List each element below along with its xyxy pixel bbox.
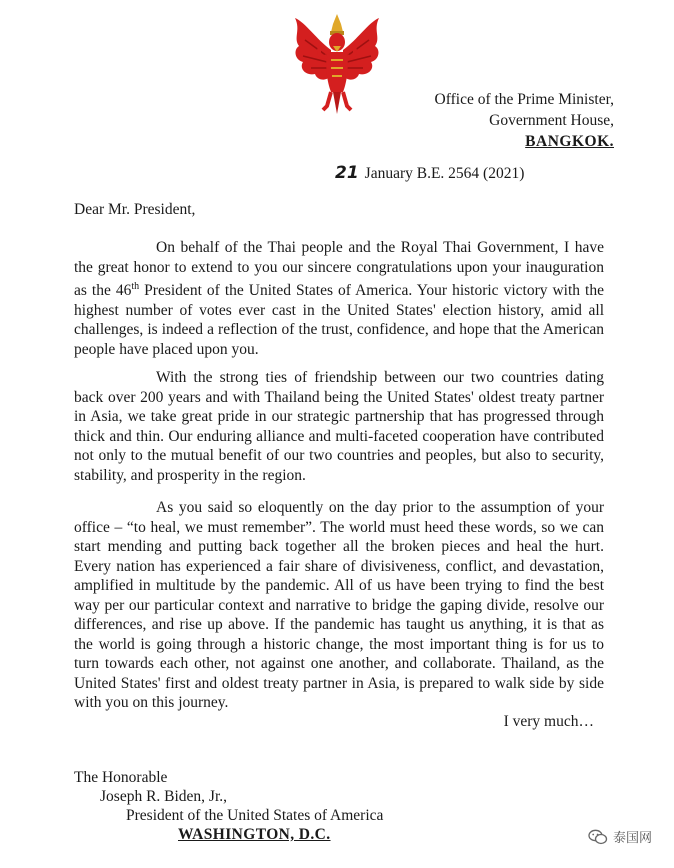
source-watermark [588, 827, 652, 846]
office-line: Office of the Prime Minister, [434, 91, 614, 108]
date-rest: January B.E. 2564 (2021) [364, 165, 525, 182]
garuda-emblem-icon [287, 10, 387, 118]
ordinal-suffix: th [131, 281, 140, 292]
letter-date [335, 163, 524, 183]
body [326, 52, 348, 92]
paragraph-1-text-a: On behalf of the Thai people and the Royal Thai Government, I have the great honor to extend to you our sincere congratulations upon your inauguration as the 46 [74, 239, 604, 300]
watermark-text: 泰国网 [612, 831, 652, 846]
date-day: 21 [335, 163, 359, 183]
sender-office-block [435, 89, 614, 152]
salutation: Dear Mr. President, [74, 201, 196, 218]
addressee-line-2: Joseph R. Biden, Jr., [100, 788, 228, 805]
city-line: BANGKOK. [525, 133, 614, 150]
wechat-icon [588, 829, 608, 845]
paragraph-2: With the strong ties of friendship between our two countries dating back over 200 years and with Thailand being the United States' oldest treaty partner in Asia, we take great pride in our strategic partnership that has progressed through thick and thin. Our enduring alliance and multi-faceted cooperation have contributed not only to the mutual benefit of our two countries and peoples, but also to security, stability, and prosperity in the region. [74, 369, 604, 484]
closing-line: I very much… [503, 713, 594, 730]
addressee-block [74, 768, 383, 844]
left-wing [295, 18, 331, 80]
addressee-line-1: The Honorable [74, 769, 168, 786]
right-wing [343, 18, 379, 80]
paragraph-3: As you said so eloquently on the day prior to the assumption of your office – “to heal, we must remember”. The world must heed these words, so we can start mending and putting back together all the broken pieces and heal the hurt. Every nation has experienced a fair share of divisiveness, conflict, and devastation, amplified in multitude by the pandemic. All of us have been trying to find the best way per our particular context and narrative to bridge the gaping divide, resolve our differences, and rise up above. If the pandemic has taught us anything, it is that as the world is going through a historic change, the most important thing is for us to turn towards each other, not against one another, and collaborate. Thailand, as the United States' first and oldest treaty partner in Asia, is prepared to walk side by side with you on this journey. [74, 499, 604, 711]
paragraph-1 [74, 238, 604, 359]
crown [331, 14, 343, 32]
addressee-line-4: WASHINGTON, D.C. [178, 826, 331, 843]
addressee-line-3: President of the United States of America [126, 807, 384, 824]
paragraph-1-text-b: President of the United States of America. Your historic victory with the highest number of votes ever cast in the United States' election history, amid all challenges, is indeed a reflection of the trust, confidence, and hope that the American people have placed upon you. [74, 282, 604, 358]
house-line: Government House, [489, 112, 614, 129]
